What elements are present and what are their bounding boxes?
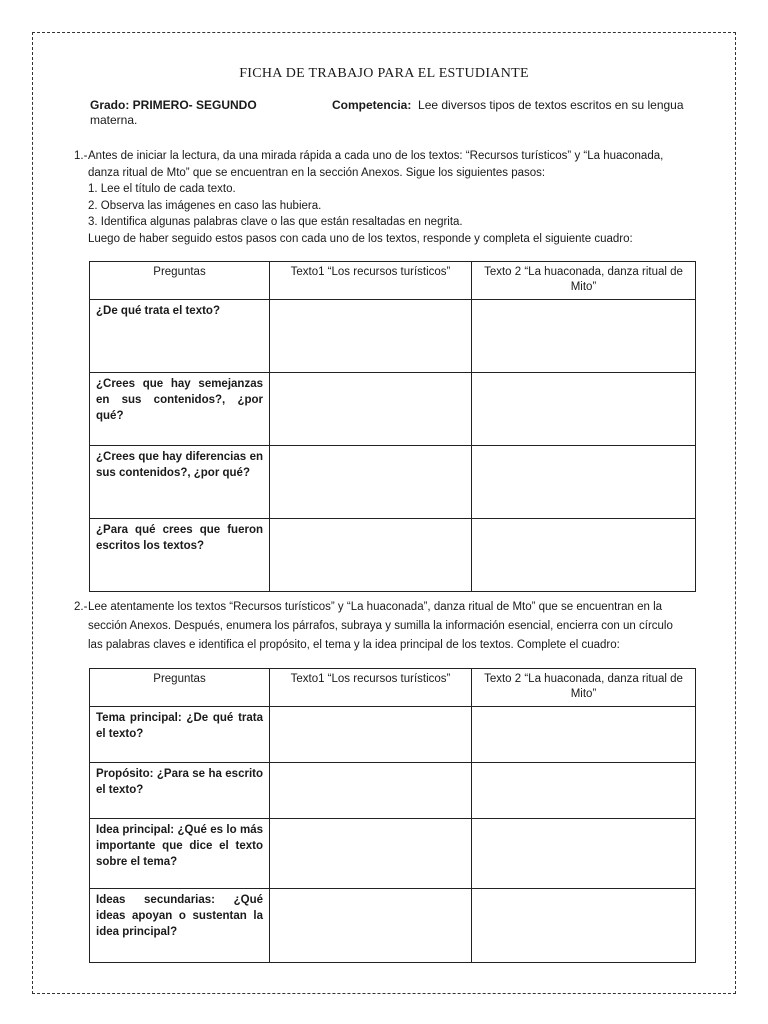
table-header-row (90, 262, 696, 300)
question-2 (74, 598, 694, 655)
answer-cell-texto-1[interactable] (270, 300, 472, 373)
answer-cell-texto-2[interactable] (472, 889, 696, 963)
question-cell: Propósito: ¿Para se ha escrito el texto? (90, 763, 270, 819)
question-number: 1.- (74, 150, 88, 162)
answer-cell-texto-1[interactable] (270, 707, 472, 763)
q1-step-2: 2. Observa las imágenes en caso las hubiera. (88, 199, 322, 212)
question-cell: ¿De qué trata el texto? (90, 300, 270, 373)
question-cell: ¿Crees que hay diferencias en sus contenidos?, ¿por qué? (90, 446, 270, 519)
q1-step-1: 1. Lee el título de cada texto. (88, 183, 236, 195)
answer-cell-texto-2[interactable] (472, 707, 696, 763)
question-cell: Ideas secundarias: ¿Qué ideas apoyan o sustentan la idea principal? (90, 889, 270, 963)
q1-line-2: danza ritual de Mto” que se encuentran en la sección Anexos. Sigue los siguientes pasos: (88, 166, 546, 179)
question-cell: Idea principal: ¿Qué es lo más importante que dice el texto sobre el tema? (90, 819, 270, 889)
question-cell: ¿Para qué crees que fueron escritos los textos? (90, 519, 270, 592)
q1-step-3: 3. Identifica algunas palabras clave o las que están resaltadas en negrita. (88, 216, 463, 228)
question-number: 2.- (74, 601, 88, 613)
question-cell: Tema principal: ¿De qué trata el texto? (90, 707, 270, 763)
table-row (90, 300, 696, 373)
table-row (90, 707, 696, 763)
competencia-label: Competencia: (332, 98, 412, 112)
answer-cell-texto-1[interactable] (270, 519, 472, 592)
q1-line-3: Luego de haber seguido estos pasos con cada uno de los textos, responde y completa el siguiente cuadro: (88, 232, 633, 245)
competencia (332, 98, 692, 113)
table-row (90, 819, 696, 889)
table-row (90, 763, 696, 819)
header-texto-1: Texto1 “Los recursos turísticos” (270, 669, 472, 707)
answer-cell-texto-2[interactable] (472, 373, 696, 446)
answer-cell-texto-1[interactable] (270, 763, 472, 819)
header-texto-2: Texto 2 “La huaconada, danza ritual de Mito” (472, 669, 696, 707)
answer-cell-texto-2[interactable] (472, 763, 696, 819)
page-title: FICHA DE TRABAJO PARA EL ESTUDIANTE (239, 66, 529, 81)
q2-line-1: Lee atentamente los textos “Recursos turísticos” y “La huaconada”, danza ritual de Mto” que se encuentran en la (88, 601, 663, 613)
competencia-text: Lee diversos tipos de textos escritos en su lengua (418, 98, 684, 112)
answer-cell-texto-1[interactable] (270, 446, 472, 519)
competencia-continuation: materna. (90, 113, 138, 127)
answer-cell-texto-1[interactable] (270, 373, 472, 446)
table-1 (89, 261, 696, 592)
question-cell: ¿Crees que hay semejanzas en sus contenidos?, ¿por qué? (90, 373, 270, 446)
table-header-row (90, 669, 696, 707)
answer-cell-texto-2[interactable] (472, 300, 696, 373)
q2-line-3: las palabras claves e identifica el propósito, el tema y la idea principal de los textos. Complete el cuadro: (88, 639, 620, 651)
table-row (90, 519, 696, 592)
q1-line-1: Antes de iniciar la lectura, da una mirada rápida a cada uno de los textos: “Recursos turísticos” y “La huaconada, (88, 150, 664, 162)
table-2 (89, 668, 696, 963)
question-1 (74, 148, 694, 247)
answer-cell-texto-2[interactable] (472, 819, 696, 889)
grado-label: Grado: PRIMERO- SEGUNDO (90, 98, 257, 112)
answer-cell-texto-1[interactable] (270, 819, 472, 889)
table-row (90, 889, 696, 963)
q2-line-2: sección Anexos. Después, enumera los párrafos, subraya y sumilla la información esencial, encierra con un círculo (88, 620, 673, 632)
answer-cell-texto-2[interactable] (472, 519, 696, 592)
header-preguntas: Preguntas (90, 262, 270, 300)
table-row (90, 373, 696, 446)
header-preguntas: Preguntas (90, 669, 270, 707)
header-texto-1: Texto1 “Los recursos turísticos” (270, 262, 472, 300)
header-texto-2: Texto 2 “La huaconada, danza ritual de Mito” (472, 262, 696, 300)
answer-cell-texto-1[interactable] (270, 889, 472, 963)
answer-cell-texto-2[interactable] (472, 446, 696, 519)
table-row (90, 446, 696, 519)
